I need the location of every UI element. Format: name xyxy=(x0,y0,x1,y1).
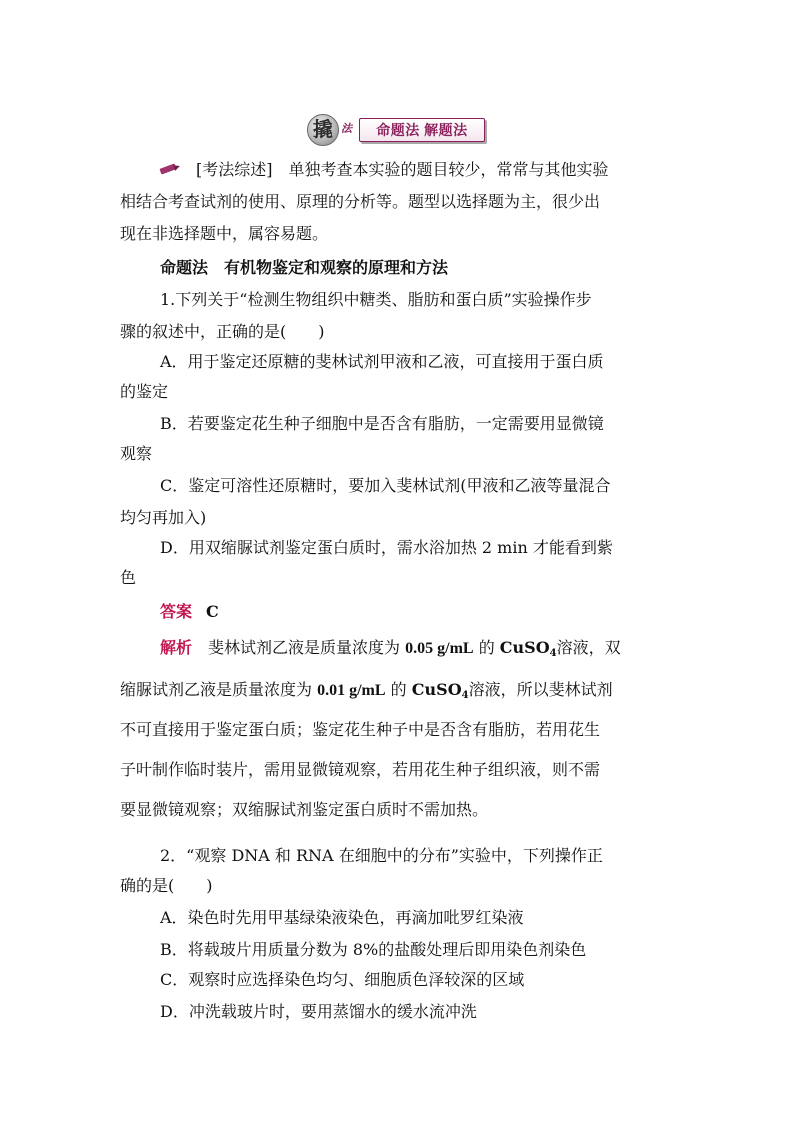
analysis-label: 解析 xyxy=(160,638,193,657)
q1-answer xyxy=(160,602,720,622)
analysis-text: 溶液，双 xyxy=(556,638,621,657)
summary-line-3: 现在非选择题中，属容易题。 xyxy=(120,224,329,243)
answer-label: 答案 xyxy=(160,602,193,621)
q2-stem-line-1: 2．“观察 DNA 和 RNA 在细胞中的分布”实验中，下列操作正 xyxy=(160,846,603,865)
seal-sub-label: 法 xyxy=(341,123,352,135)
seal-icon: 撬 xyxy=(307,114,339,146)
q2-option-a: A．染色时先用甲基绿染液染色，再滴加吡罗红染液 xyxy=(160,908,524,927)
q1-stem-line-1: 1.下列关于“检测生物组织中糖类、脂肪和蛋白质”实验操作步 xyxy=(160,290,592,309)
q1-analysis-line-4: 子叶制作临时装片，需用显微镜观察，若用花生种子组织液，则不需 xyxy=(120,760,601,779)
section-title: 命题法 有机物鉴定和观察的原理和方法 xyxy=(160,258,449,277)
answer-value: C xyxy=(206,602,219,621)
formula-text: CuSO xyxy=(499,638,550,657)
q1-analysis-line-1 xyxy=(160,638,720,664)
q1-option-a-line-2: 的鉴定 xyxy=(120,382,169,401)
concentration-value: 0.01 g/mL xyxy=(317,682,386,699)
formula-subscript: 4 xyxy=(549,648,557,659)
summary-text-1: 单独考查本实验的题目较少，常常与其他实验 xyxy=(288,160,609,179)
summary-tag: [考法综述] xyxy=(196,160,273,179)
q1-option-c-line-2: 均匀再加入) xyxy=(120,508,207,527)
q1-analysis-line-3: 不可直接用于鉴定蛋白质；鉴定花生种子中是否含有脂肪，若用花生 xyxy=(120,720,601,739)
summary-line-1 xyxy=(160,160,720,180)
concentration-value: 0.05 g/mL xyxy=(405,640,474,657)
q1-analysis-line-2 xyxy=(120,680,680,706)
q1-analysis-line-5: 要显微镜观察；双缩脲试剂鉴定蛋白质时不需加热。 xyxy=(120,800,489,819)
banner-label: 命题法 解题法 xyxy=(359,118,485,142)
summary-line-2: 相结合考查试剂的使用、原理的分析等。题型以选择题为主，很少出 xyxy=(120,192,601,211)
pencil-icon xyxy=(160,164,180,176)
q1-option-d-line-1: D．用双缩脲试剂鉴定蛋白质时，需水浴加热 2 min 才能看到紫 xyxy=(160,538,613,557)
analysis-text: 斐林试剂乙液是质量浓度为 xyxy=(208,638,401,657)
q2-option-d: D．冲洗载玻片时，要用蒸馏水的缓水流冲洗 xyxy=(160,1002,477,1021)
q2-option-b: B．将载玻片用质量分数为 8%的盐酸处理后即用染色剂染色 xyxy=(160,940,587,959)
formula-text: CuSO xyxy=(411,680,462,699)
q1-option-b-line-2: 观察 xyxy=(120,444,153,463)
analysis-text: 的 xyxy=(390,680,407,699)
q2-stem-line-2: 确的是( ) xyxy=(120,876,213,895)
analysis-text: 的 xyxy=(478,638,495,657)
formula-subscript: 4 xyxy=(461,690,469,701)
q1-option-c-line-1: C．鉴定可溶性还原糖时，要加入斐林试剂(甲液和乙液等量混合 xyxy=(160,476,611,495)
q1-option-a-line-1: A．用于鉴定还原糖的斐林试剂甲液和乙液，可直接用于蛋白质 xyxy=(160,352,604,371)
section-banner xyxy=(307,112,485,144)
q1-stem-line-2: 骤的叙述中，正确的是( ) xyxy=(120,322,325,341)
q1-option-d-line-2: 色 xyxy=(120,568,137,587)
analysis-text: 溶液，所以斐林试剂 xyxy=(468,680,613,699)
q1-option-b-line-1: B．若要鉴定花生种子细胞中是否含有脂肪，一定需要用显微镜 xyxy=(160,414,604,433)
q2-option-c: C．观察时应选择染色均匀、细胞质色泽较深的区域 xyxy=(160,970,525,989)
analysis-text: 缩脲试剂乙液是质量浓度为 xyxy=(120,680,313,699)
